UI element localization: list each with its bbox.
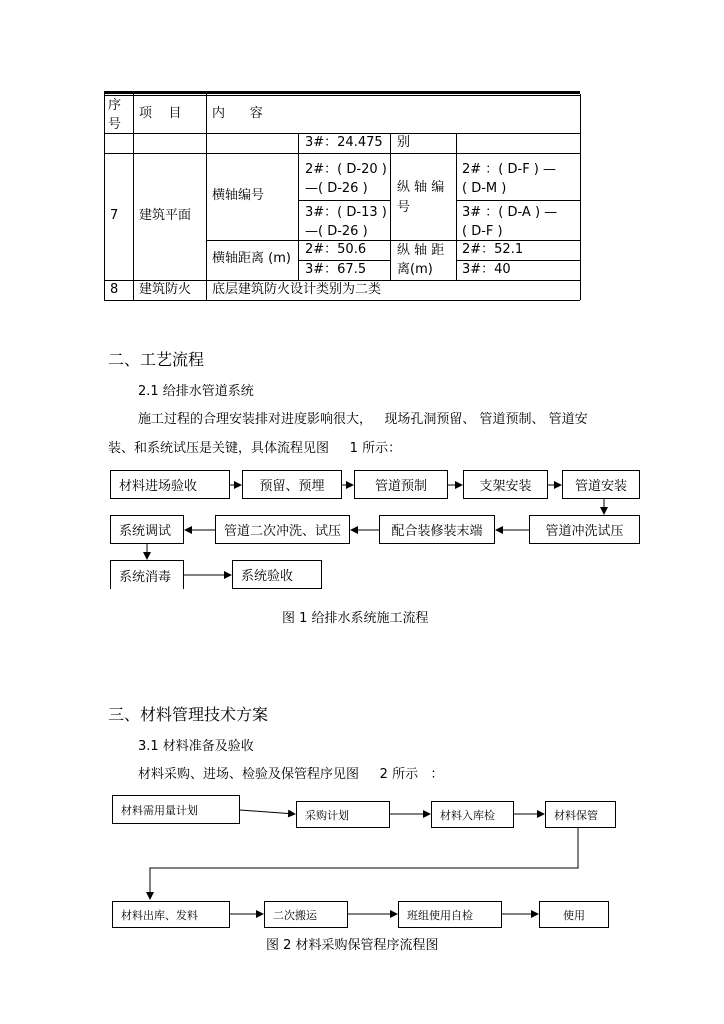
flow-box-team-check: 班组使用自检 (398, 901, 502, 928)
h-axis-2: 2#：( D-20 ) —( D-26 ) (305, 162, 387, 196)
header-content: 内 容 (212, 106, 263, 121)
figure2-caption: 图 2 材料采购保管程序流程图 (266, 938, 439, 953)
v-dist-label: 纵 轴 距 离(m) (397, 243, 445, 277)
section2-sub: 2.1 给排水管道系统 (138, 384, 254, 399)
v-dist-2: 2#：52.1 (462, 242, 524, 257)
flow-box-support: 支架安装 (463, 470, 548, 499)
h-axis-3: 3#：( D-13 ) —( D-26 ) (305, 205, 387, 239)
h-dist-3: 3#：67.5 (305, 262, 367, 277)
v-dist-3: 3#：40 (462, 262, 511, 277)
flow-box-warehouse-check: 材料入库检 (431, 801, 514, 828)
row7-item: 建筑平面 (139, 208, 192, 223)
section2-para1: 施工过程的合理安装排对进度影响很大， 现场孔洞预留、 管道预制、 管道安 (138, 412, 588, 427)
h-dist-2: 2#：50.6 (305, 242, 367, 257)
flow-box-storage: 材料保管 (545, 801, 616, 828)
header-item: 项 目 (139, 106, 182, 121)
flow-box-transport: 二次搬运 (264, 901, 348, 928)
flow-box-acceptance: 系统验收 (232, 560, 322, 589)
row8-item: 建筑防火 (139, 282, 192, 297)
row8-content: 底层建筑防火设计类别为二类 (212, 282, 382, 297)
v-axis-3: 3# ：( D-A ) — ( D-F ) (462, 205, 558, 239)
flow-box-disinfect: 系统消毒 (110, 560, 184, 589)
section2-heading: 二、工艺流程 (108, 350, 205, 369)
section3-heading: 三、材料管理技术方案 (108, 705, 269, 724)
flow-box-pipe-install: 管道安装 (562, 470, 640, 499)
flow-box-second-flush: 管道二次冲洗、试压 (215, 515, 350, 544)
cell-value: 3#：24.475 (305, 135, 383, 150)
flow-box-reserve: 预留、预埋 (242, 470, 342, 499)
arrow (150, 828, 578, 899)
flow-box-flush-test: 管道冲洗试压 (529, 515, 640, 544)
figure1-caption: 图 1 给排水系统施工流程 (282, 611, 429, 626)
flow-box-prefab: 管道预制 (354, 470, 448, 499)
flow-box-demand-plan: 材料需用量计划 (112, 795, 240, 824)
arrow (240, 810, 295, 814)
v-axis-2: 2# ：( D-F ) — ( D-M ) (462, 162, 557, 196)
flow-box-purchase-plan: 采购计划 (296, 801, 390, 828)
cell-label: 别 (397, 135, 411, 150)
flow-box-decoration: 配合装修装末端 (379, 515, 495, 544)
flow-box-issue: 材料出库、发料 (112, 901, 230, 928)
section3-para: 材料采购、进场、检验及保管程序见图 2 所示 ： (138, 767, 444, 782)
flow-box-debug: 系统调试 (110, 515, 184, 544)
row7-no: 7 (110, 208, 119, 223)
section2-para2: 装、和系统试压是关键，具体流程见图 1 所示： (108, 441, 402, 456)
section3-sub: 3.1 材料准备及验收 (138, 739, 254, 754)
flow-box-use: 使用 (539, 901, 609, 928)
row8-no: 8 (110, 282, 119, 297)
flow-box-material-inspection: 材料进场验收 (110, 470, 230, 499)
h-dist-label: 横轴距离 (m) (212, 251, 291, 266)
header-no: 序 号 (108, 98, 122, 132)
v-axis-label: 纵 轴 编 号 (397, 180, 445, 215)
h-axis-label: 横轴编号 (212, 188, 265, 203)
